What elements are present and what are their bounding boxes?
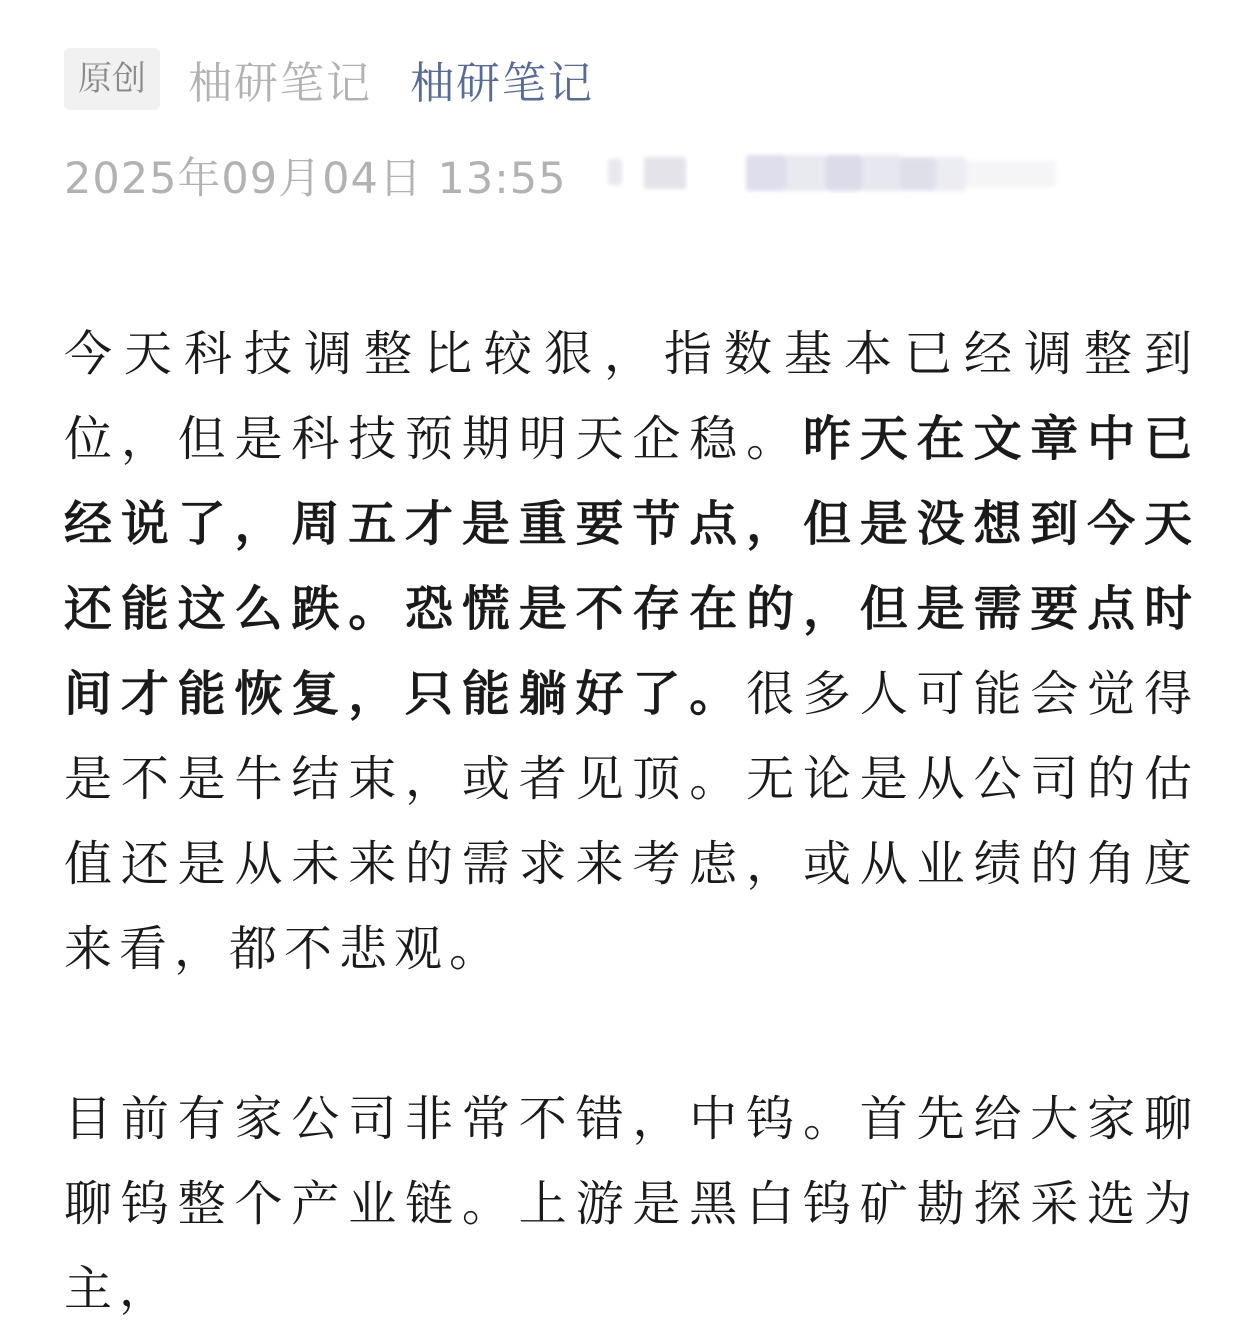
article-paragraph: 目前有家公司非常不错，中钨。首先给大家聊聊钨整个产业链。上游是黑白钨矿勘探采选为主， (64, 1091, 1199, 1317)
article-body (64, 312, 1199, 1332)
account-name-link[interactable]: 柚研笔记 (410, 58, 594, 109)
bold-text: 昨天在文章中已经说了，周五才是重要节点，但是没想到今天还能这么跌。恐慌是不存在的，但是需要点时间才能恢复，只能躺好了。 (64, 411, 1199, 722)
paragraph-text: 很多人可能会觉得是不是牛结束，或者见顶。无论是从公司的估值还是从未来的需求来考虑，或从业绩的角度来看，都不悲观。 (64, 666, 1199, 977)
original-badge: 原创 (64, 48, 160, 110)
article-meta (64, 48, 594, 110)
publish-info (64, 145, 1066, 205)
article-paragraph (64, 312, 1199, 992)
paragraph-text: 今天科技调整比较狠，指数基本已经调整到位，但是科技预期明天企稳。 (64, 326, 1199, 467)
author-name: 柚研笔记 (188, 58, 372, 109)
publish-time: 2025年09月04日 13:55 (64, 153, 567, 204)
redacted-location (596, 147, 1066, 203)
